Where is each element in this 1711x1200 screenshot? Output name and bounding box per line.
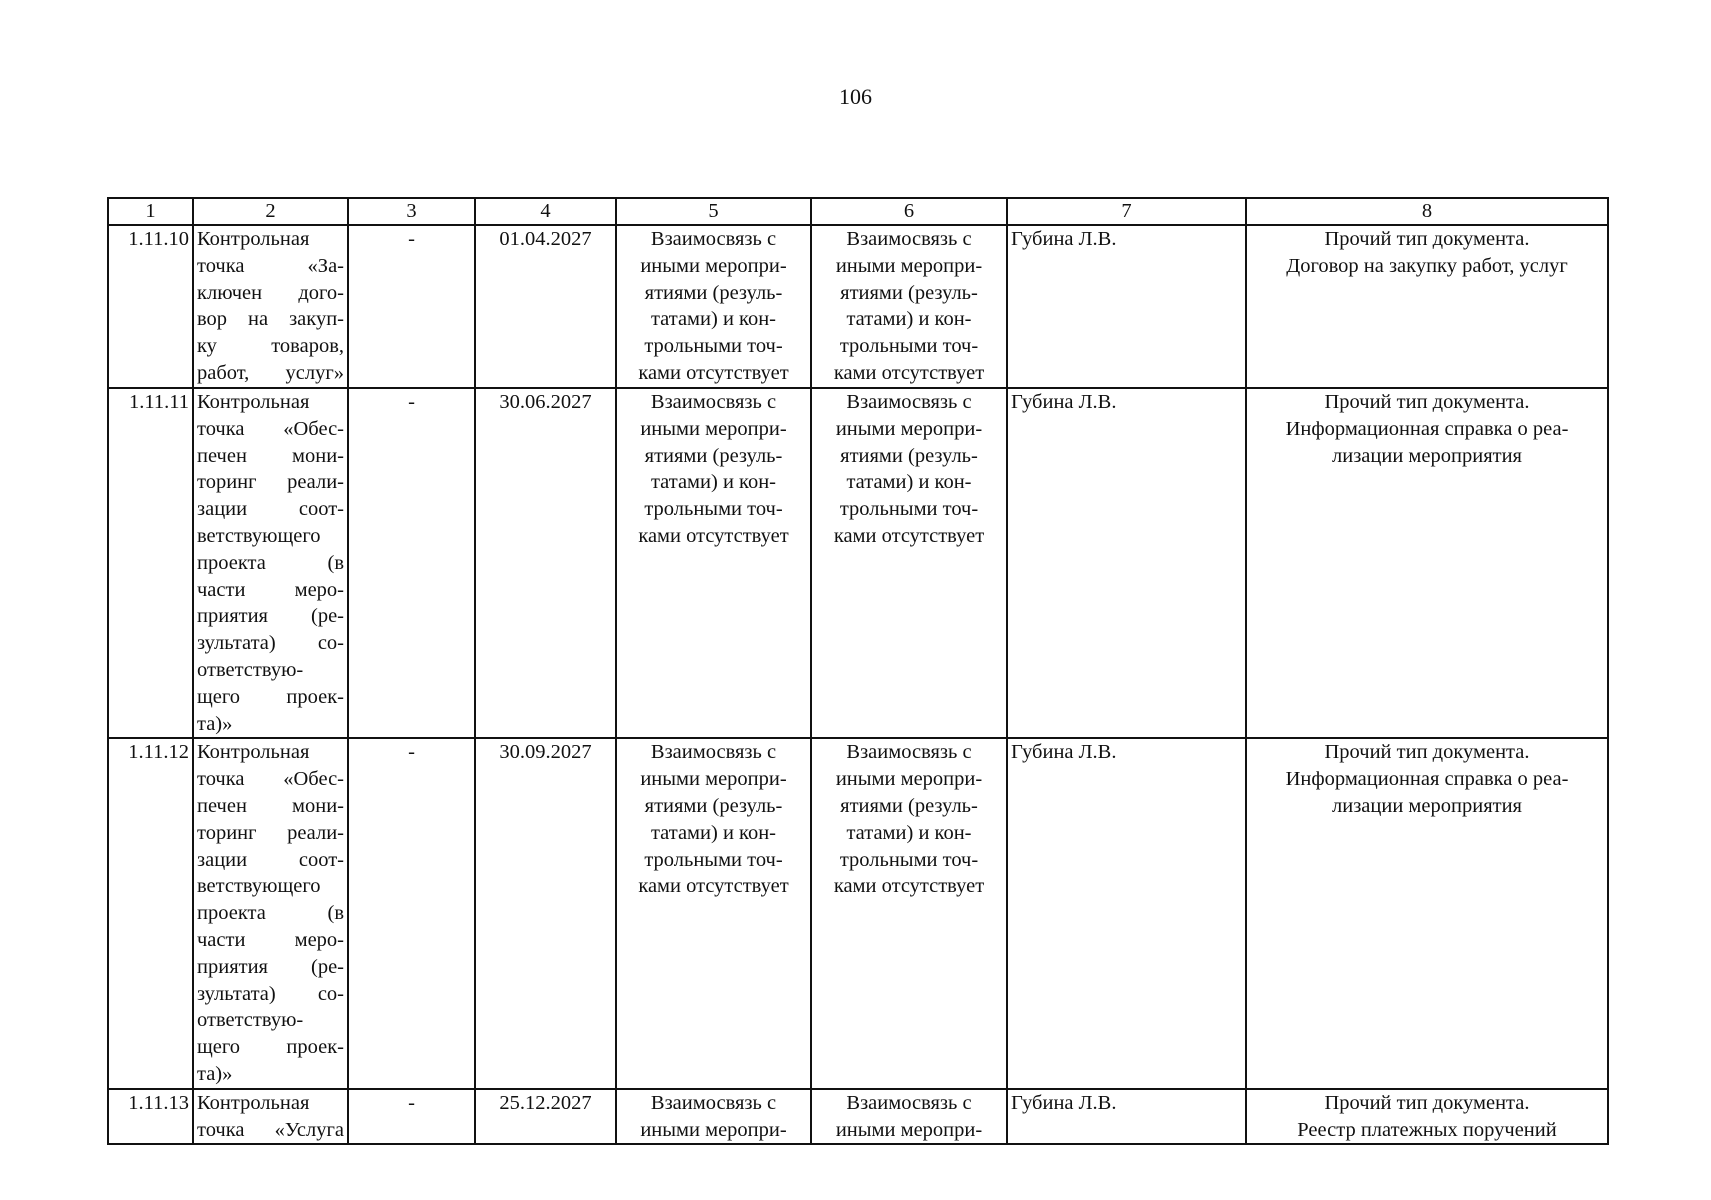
control-point-name-line: торинг реали- [197, 471, 344, 494]
control-point-name [193, 388, 348, 738]
relation-col5-line: ятиями (резуль- [644, 794, 783, 817]
relation-col6-line: трольными точ- [839, 848, 979, 871]
table-row [108, 388, 1608, 738]
table-body [108, 225, 1608, 1144]
relation-col5-line: иными меропри- [640, 254, 787, 277]
control-point-name-line: Контрольная [197, 741, 310, 764]
row-number: 1.11.10 [108, 225, 193, 388]
control-point-name-line: ветствующего [197, 875, 321, 898]
control-point-name-line: точка «За- [197, 254, 344, 277]
column-header-1: 1 [108, 198, 193, 225]
relation-col5-line: иными меропри- [640, 1118, 787, 1141]
control-point-name-line: та)» [197, 712, 233, 735]
row-number: 1.11.13 [108, 1089, 193, 1145]
table-row [108, 1089, 1608, 1145]
table-row [108, 225, 1608, 388]
column-header-8: 8 [1246, 198, 1608, 225]
control-point-name-line: печен мони- [197, 794, 344, 817]
control-point-name-line: ответствую- [197, 658, 304, 681]
due-date: 01.04.2027 [475, 225, 616, 388]
relation-col5-line: трольными точ- [644, 335, 783, 358]
control-point-name-line: та)» [197, 1062, 233, 1085]
relation-col6 [811, 225, 1007, 388]
document-type-line: Договор на закупку работ, услуг [1286, 254, 1568, 277]
control-point-name-line: зации соот- [197, 498, 344, 521]
relation-col6-line: татами) и кон- [846, 821, 972, 844]
control-point-name-line: проекта (в [197, 551, 344, 574]
control-point-name-line: проекта (в [197, 902, 344, 925]
document-type-line: Прочий тип документа. [1324, 1091, 1530, 1114]
control-point-name-line: вор на закуп- [197, 308, 344, 331]
control-point-name-line: печен мони- [197, 444, 344, 467]
row-number: 1.11.11 [108, 388, 193, 738]
relation-col5 [616, 388, 811, 738]
relation-col5-line: Взаимосвязь с [650, 741, 777, 764]
relation-col5-line: ятиями (резуль- [644, 444, 783, 467]
relation-col6-line: трольными точ- [839, 498, 979, 521]
header-row [108, 198, 1608, 225]
relation-col6-line: трольными точ- [839, 335, 979, 358]
relation-col5-line: ками отсутствует [638, 524, 789, 547]
col3-value: - [348, 738, 475, 1088]
document-type-line: лизации мероприятия [1332, 444, 1522, 467]
relation-col6-line: татами) и кон- [846, 308, 972, 331]
control-point-name-line: точка «Обес- [197, 768, 344, 791]
control-point-name-line: ветствующего [197, 524, 321, 547]
relation-col6 [811, 1089, 1007, 1145]
control-point-name-line: приятия (ре- [197, 955, 344, 978]
column-header-7: 7 [1007, 198, 1246, 225]
column-header-6: 6 [811, 198, 1007, 225]
relation-col5-line: Взаимосвязь с [650, 228, 777, 250]
document-type-line: Информационная справка о реа- [1285, 417, 1569, 440]
control-point-name-line: ключен дого- [197, 281, 344, 304]
document-type [1246, 738, 1608, 1088]
control-point-name-line: зультата) со- [197, 632, 344, 655]
col3-value: - [348, 225, 475, 388]
due-date: 30.06.2027 [475, 388, 616, 738]
relation-col6-line: иными меропри- [835, 768, 983, 791]
document-type-line: Информационная справка о реа- [1285, 768, 1569, 791]
control-point-name-line: работ, услуг» [197, 361, 344, 384]
row-number: 1.11.12 [108, 738, 193, 1088]
control-point-name-line: зультата) со- [197, 982, 344, 1005]
relation-col6-line: Взаимосвязь с [846, 741, 972, 764]
relation-col6-line: ятиями (резуль- [840, 444, 978, 467]
column-header-5: 5 [616, 198, 811, 225]
relation-col6-line: ятиями (резуль- [840, 794, 978, 817]
control-point-name [193, 1089, 348, 1145]
relation-col5-line: иными меропри- [640, 417, 787, 440]
relation-col6-line: Взаимосвязь с [846, 391, 972, 413]
due-date: 25.12.2027 [475, 1089, 616, 1145]
control-point-name-line: ку товаров, [197, 335, 344, 358]
control-point-name-line: Контрольная [197, 391, 310, 413]
document-type [1246, 225, 1608, 388]
relation-col6-line: иными меропри- [835, 254, 983, 277]
control-point-name-line: приятия (ре- [197, 605, 344, 628]
control-point-name-line: зации соот- [197, 848, 344, 871]
control-point-name-line: точка «Обес- [197, 417, 344, 440]
relation-col6-line: ками отсутствует [833, 875, 985, 898]
relation-col5-line: ками отсутствует [638, 875, 789, 898]
control-point-name-line: торинг реали- [197, 821, 344, 844]
responsible-person: Губина Л.В. [1007, 1089, 1246, 1145]
document-type-line: Прочий тип документа. [1324, 741, 1530, 764]
relation-col5-line: татами) и кон- [650, 308, 777, 331]
relation-col5-line: татами) и кон- [650, 471, 777, 494]
control-point-name-line: части меро- [197, 578, 344, 601]
relation-col5 [616, 225, 811, 388]
relation-col6-line: иными меропри- [835, 417, 983, 440]
relation-col6 [811, 738, 1007, 1088]
relation-col5-line: трольными точ- [644, 498, 783, 521]
relation-col6-line: татами) и кон- [846, 471, 972, 494]
control-point-name-line: точка «Услуга [197, 1118, 344, 1141]
relation-col6 [811, 388, 1007, 738]
document-type-line: Реестр платежных поручений [1297, 1118, 1557, 1141]
relation-col5-line: татами) и кон- [650, 821, 777, 844]
control-point-name-line: Контрольная [197, 1091, 310, 1114]
relation-col6-line: иными меропри- [835, 1118, 983, 1141]
control-point-name [193, 738, 348, 1088]
control-point-name [193, 225, 348, 388]
control-points-table [107, 197, 1609, 1145]
relation-col5-line: иными меропри- [640, 768, 787, 791]
responsible-person: Губина Л.В. [1007, 225, 1246, 388]
page-number: 106 [839, 84, 872, 109]
responsible-person: Губина Л.В. [1007, 738, 1246, 1088]
document-type-line: Прочий тип документа. [1324, 228, 1530, 250]
table-row [108, 738, 1608, 1088]
responsible-person: Губина Л.В. [1007, 388, 1246, 738]
control-point-name-line: щего проек- [197, 685, 344, 708]
control-point-name-line: щего проек- [197, 1036, 344, 1059]
relation-col6-line: ятиями (резуль- [840, 281, 978, 304]
relation-col5 [616, 738, 811, 1088]
relation-col5-line: трольными точ- [644, 848, 783, 871]
col3-value: - [348, 1089, 475, 1145]
relation-col5-line: ятиями (резуль- [644, 281, 783, 304]
due-date: 30.09.2027 [475, 738, 616, 1088]
control-point-name-line: ответствую- [197, 1009, 304, 1032]
relation-col5-line: Взаимосвязь с [650, 391, 777, 413]
relation-col6-line: ками отсутствует [833, 524, 985, 547]
relation-col5 [616, 1089, 811, 1145]
col3-value: - [348, 388, 475, 738]
relation-col5-line: Взаимосвязь с [650, 1091, 777, 1114]
column-header-2: 2 [193, 198, 348, 225]
column-header-3: 3 [348, 198, 475, 225]
document-type-line: Прочий тип документа. [1324, 391, 1530, 413]
relation-col6-line: Взаимосвязь с [846, 1091, 972, 1114]
document-type-line: лизации мероприятия [1332, 794, 1522, 817]
document-type [1246, 388, 1608, 738]
relation-col6-line: ками отсутствует [833, 361, 985, 384]
relation-col5-line: ками отсутствует [638, 361, 789, 384]
document-type [1246, 1089, 1608, 1145]
control-point-name-line: Контрольная [197, 228, 310, 250]
column-header-4: 4 [475, 198, 616, 225]
control-point-name-line: части меро- [197, 928, 344, 951]
relation-col6-line: Взаимосвязь с [846, 228, 972, 250]
